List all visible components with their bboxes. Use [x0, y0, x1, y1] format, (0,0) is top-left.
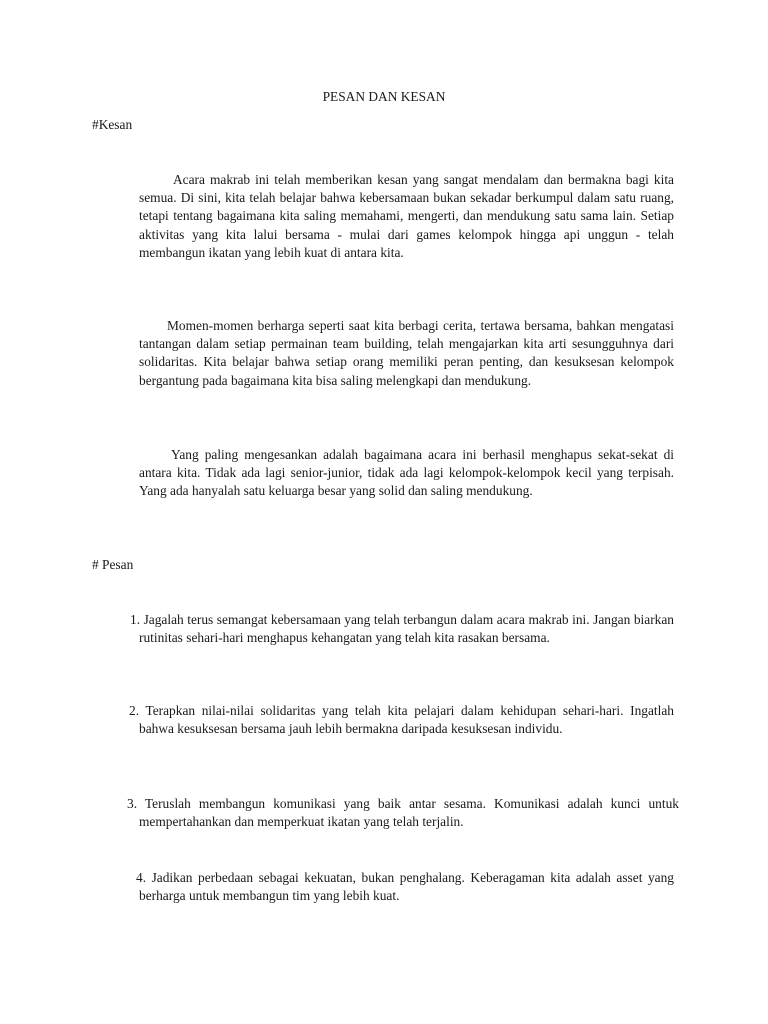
kesan-heading: #Kesan	[92, 117, 133, 132]
kesan-paragraph-3: Yang paling mengesankan adalah bagaimana acara ini berhasil menghapus sekat-sekat di antara kita. Tidak ada lagi senior-junior, tidak ada lagi kelompok-kelompok kecil yang terpisah. Yang ada hanyalah satu keluarga besar yang solid dan saling mendukung.	[139, 447, 674, 499]
kesan-paragraph-2: Momen-momen berharga seperti saat kita berbagi cerita, tertawa bersama, bahkan mengatasi tantangan dalam setiap permainan team building, telah mengajarkan kita arti sesungguhnya dari solidaritas. Kita belajar bahwa setiap orang memiliki peran penting, dan kesuksesan kelompok bergantung pada bagaimana kita bisa saling melengkapi dan mendukung.	[139, 318, 674, 388]
pesan-item-1: 1. Jagalah terus semangat kebersamaan yang telah terbangun dalam acara makrab ini. Jangan biarkan rutinitas sehari-hari menghapus kehangatan yang telah kita rasakan bersama.	[130, 612, 674, 646]
pesan-item-2: 2. Terapkan nilai-nilai solidaritas yang telah kita pelajari dalam kehidupan sehari-hari. Ingatlah bahwa kesuksesan bersama jauh lebih bermakna daripada kesuksesan individu.	[129, 703, 674, 737]
kesan-paragraph-1: Acara makrab ini telah memberikan kesan yang sangat mendalam dan bermakna bagi kita semua. Di sini, kita telah belajar bahwa kebersamaan bukan sekadar berkumpul dalam satu ruang, tetapi tentang bagaimana kita saling memahami, mengerti, dan mendukung satu sama lain. Setiap aktivitas yang kita lalui bersama - mulai dari games kelompok hingga api unggun - telah membangun ikatan yang lebih kuat di antara kita.	[139, 172, 674, 260]
pesan-heading: # Pesan	[92, 557, 134, 572]
pesan-item-3: 3. Teruslah membangun komunikasi yang baik antar sesama. Komunikasi adalah kunci untuk mempertahankan dan memperkuat ikatan yang telah terjalin.	[127, 796, 679, 830]
document-title: PESAN DAN KESAN	[322, 89, 446, 104]
pesan-item-4: 4. Jadikan perbedaan sebagai kekuatan, bukan penghalang. Keberagaman kita adalah asset yang berharga untuk membangun tim yang lebih kuat.	[136, 870, 674, 904]
